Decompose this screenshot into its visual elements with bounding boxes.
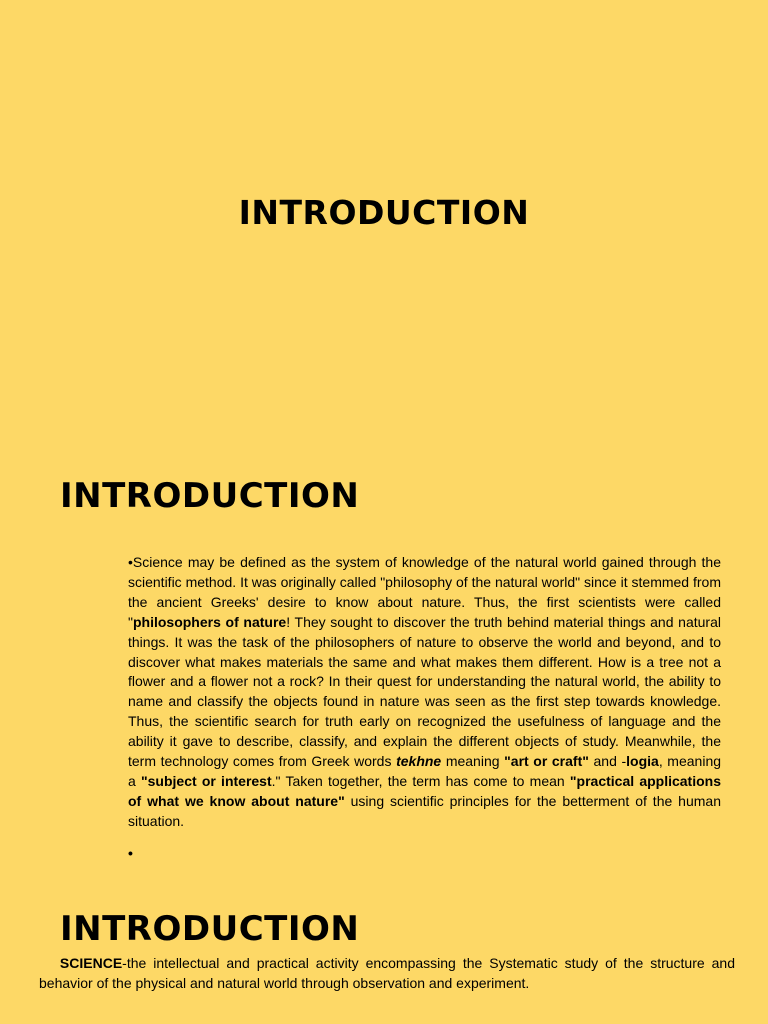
text-segment: -the intellectual and practical activity encompassing the Systematic study of the structure and behavior of the physical and natural world through observation and experiment.	[39, 955, 735, 991]
bold-term-subject-interest: "subject or interest	[141, 772, 272, 789]
text-segment: and -	[588, 753, 627, 770]
bold-term-logia: logia	[626, 753, 659, 770]
bold-term-practical-applications: "practical applications of what we know about nature"	[128, 772, 721, 809]
slide1-title: INTRODUCTION	[238, 193, 530, 232]
empty-bullet: •	[128, 845, 133, 861]
text-segment: ." Taken together, the term has come to mean	[271, 772, 570, 789]
text-segment: •Science may be defined as the system of knowledge of the natural world gained through the scientific method. It was originally called "philosophy of the natural world" since it stemmed from the ancient Greeks' desire to know about nature. Thus, the first scientists were called "	[128, 554, 721, 630]
bold-term-science: SCIENCE	[59, 955, 123, 971]
italic-term-tekhne: tekhne	[396, 753, 442, 770]
text-segment: , meaning a	[128, 753, 722, 789]
text-segment: meaning	[441, 753, 505, 770]
text-segment: ! They sought to discover the truth behind material things and natural things. It was the task of the philosophers of nature to observe the world and beyond, and to discover what makes materials the same and what makes them different. How is a tree not a flower and a flower not a rock? In their quest for understanding the natural world, the ability to name and classify the objects found in nature was seen as the first step towards knowledge. Thus, the scientific search for truth early on recognized the usefulness of language and the ability it gave to describe, classify, and explain the different objects of study. Meanwhile, the term technology comes from Greek words	[128, 613, 721, 770]
slide3-title: INTRODUCTION	[60, 909, 360, 949]
science-short-definition	[39, 954, 735, 994]
bold-term-art-craft: "art or craft"	[504, 753, 589, 770]
slide2-title: INTRODUCTION	[60, 476, 360, 516]
science-definition-paragraph	[116, 553, 721, 832]
text-segment: using scientific principles for the betterment of the human situation.	[128, 792, 721, 829]
bold-term-philosophers: philosophers of nature	[132, 613, 287, 630]
